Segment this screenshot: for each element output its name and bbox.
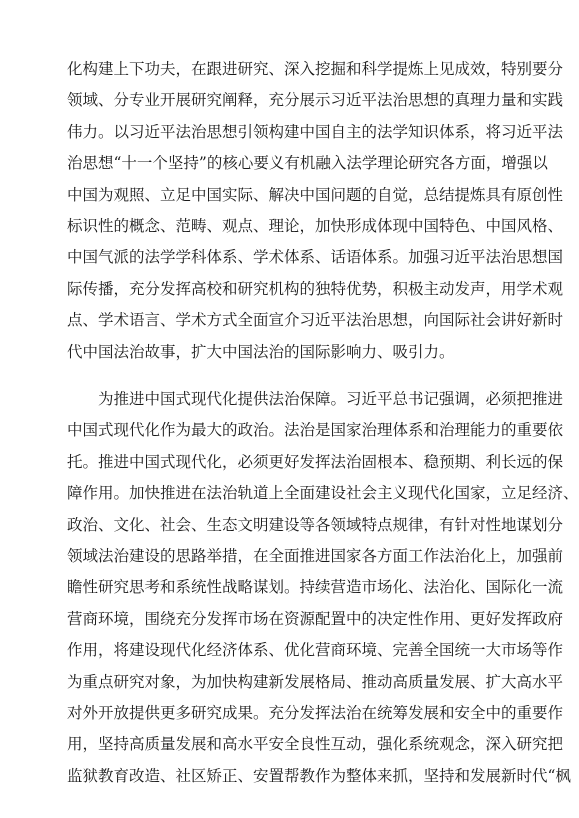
paragraph-modernization [67,384,579,792]
text-line: 领域法治建设的思路举措，在全面推进国家各方面工作法治化上，加强前 [67,546,564,565]
text-line: 监狱教育改造、社区矫正、安置帮教作为整体来抓，坚持和发展新时代“枫 [67,766,571,785]
text-line: 中国式现代化作为最大的政治。法治是国家治理体系和治理能力的重要依 [67,421,564,440]
text-line: 瞻性研究思考和系统性战略谋划。持续营造市场化、法治化、国际化一流 [67,578,564,597]
text-line: 治思想“十一个坚持”的核心要义有机融入法学理论研究各方面，增强以 [67,154,548,173]
text-line: 领域、分专业开展研究阐释，充分展示习近平法治思想的真理力量和实践 [67,91,564,110]
text-line: 化构建上下功夫，在跟进研究、深入挖掘和科学提炼上见成效，特别要分 [67,60,564,78]
text-line: 对外开放提供更多研究成果。充分发挥法治在统筹发展和安全中的重要作 [67,703,564,722]
text-line: 点、学术语言、学术方式全面宣介习近平法治思想，向国际社会讲好新时 [67,311,564,330]
text-line: 营商环境，围绕充分发挥市场在资源配置中的决定性作用、更好发挥政府 [67,609,564,628]
text-line: 用，坚持高质量发展和高水平安全良性互动，强化系统观念，深入研究把 [67,735,564,754]
text-line: 为重点研究对象，为加快构建新发展格局、推动高质量发展、扩大高水平 [67,672,564,691]
paragraph-legal-theory [67,54,564,368]
text-line: 际传播，充分发挥高校和研究机构的独特优势，积极主动发声，用学术观 [67,279,564,298]
text-line: 障作用。加快推进在法治轨道上全面建设社会主义现代化国家，立足经济、 [67,484,579,503]
text-line: 为推进中国式现代化提供法治保障。习近平总书记强调，必须把推进 [98,390,564,408]
text-line: 作用，将建设现代化经济体系、优化营商环境、完善全国统一大市场等作 [67,641,564,660]
text-line: 政治、文化、社会、生态文明建设等各领域特点规律，有针对性地谋划分 [67,515,564,534]
text-line: 标识性的概念、范畴、观点、理论，加快形成体现中国特色、中国风格、 [67,216,564,235]
text-line: 中国气派的法学学科体系、学术体系、话语体系。加强习近平法治思想国 [67,248,564,267]
text-line: 中国为观照、立足中国实际、解决中国问题的自觉，总结提炼具有原创性 [67,185,564,204]
text-line: 托。推进中国式现代化，必须更好发挥法治固根本、稳预期、利长远的保 [67,452,564,471]
text-line: 伟力。以习近平法治思想引领构建中国自主的法学知识体系，将习近平法 [67,122,564,141]
text-line: 代中国法治故事，扩大中国法治的国际影响力、吸引力。 [67,342,455,361]
